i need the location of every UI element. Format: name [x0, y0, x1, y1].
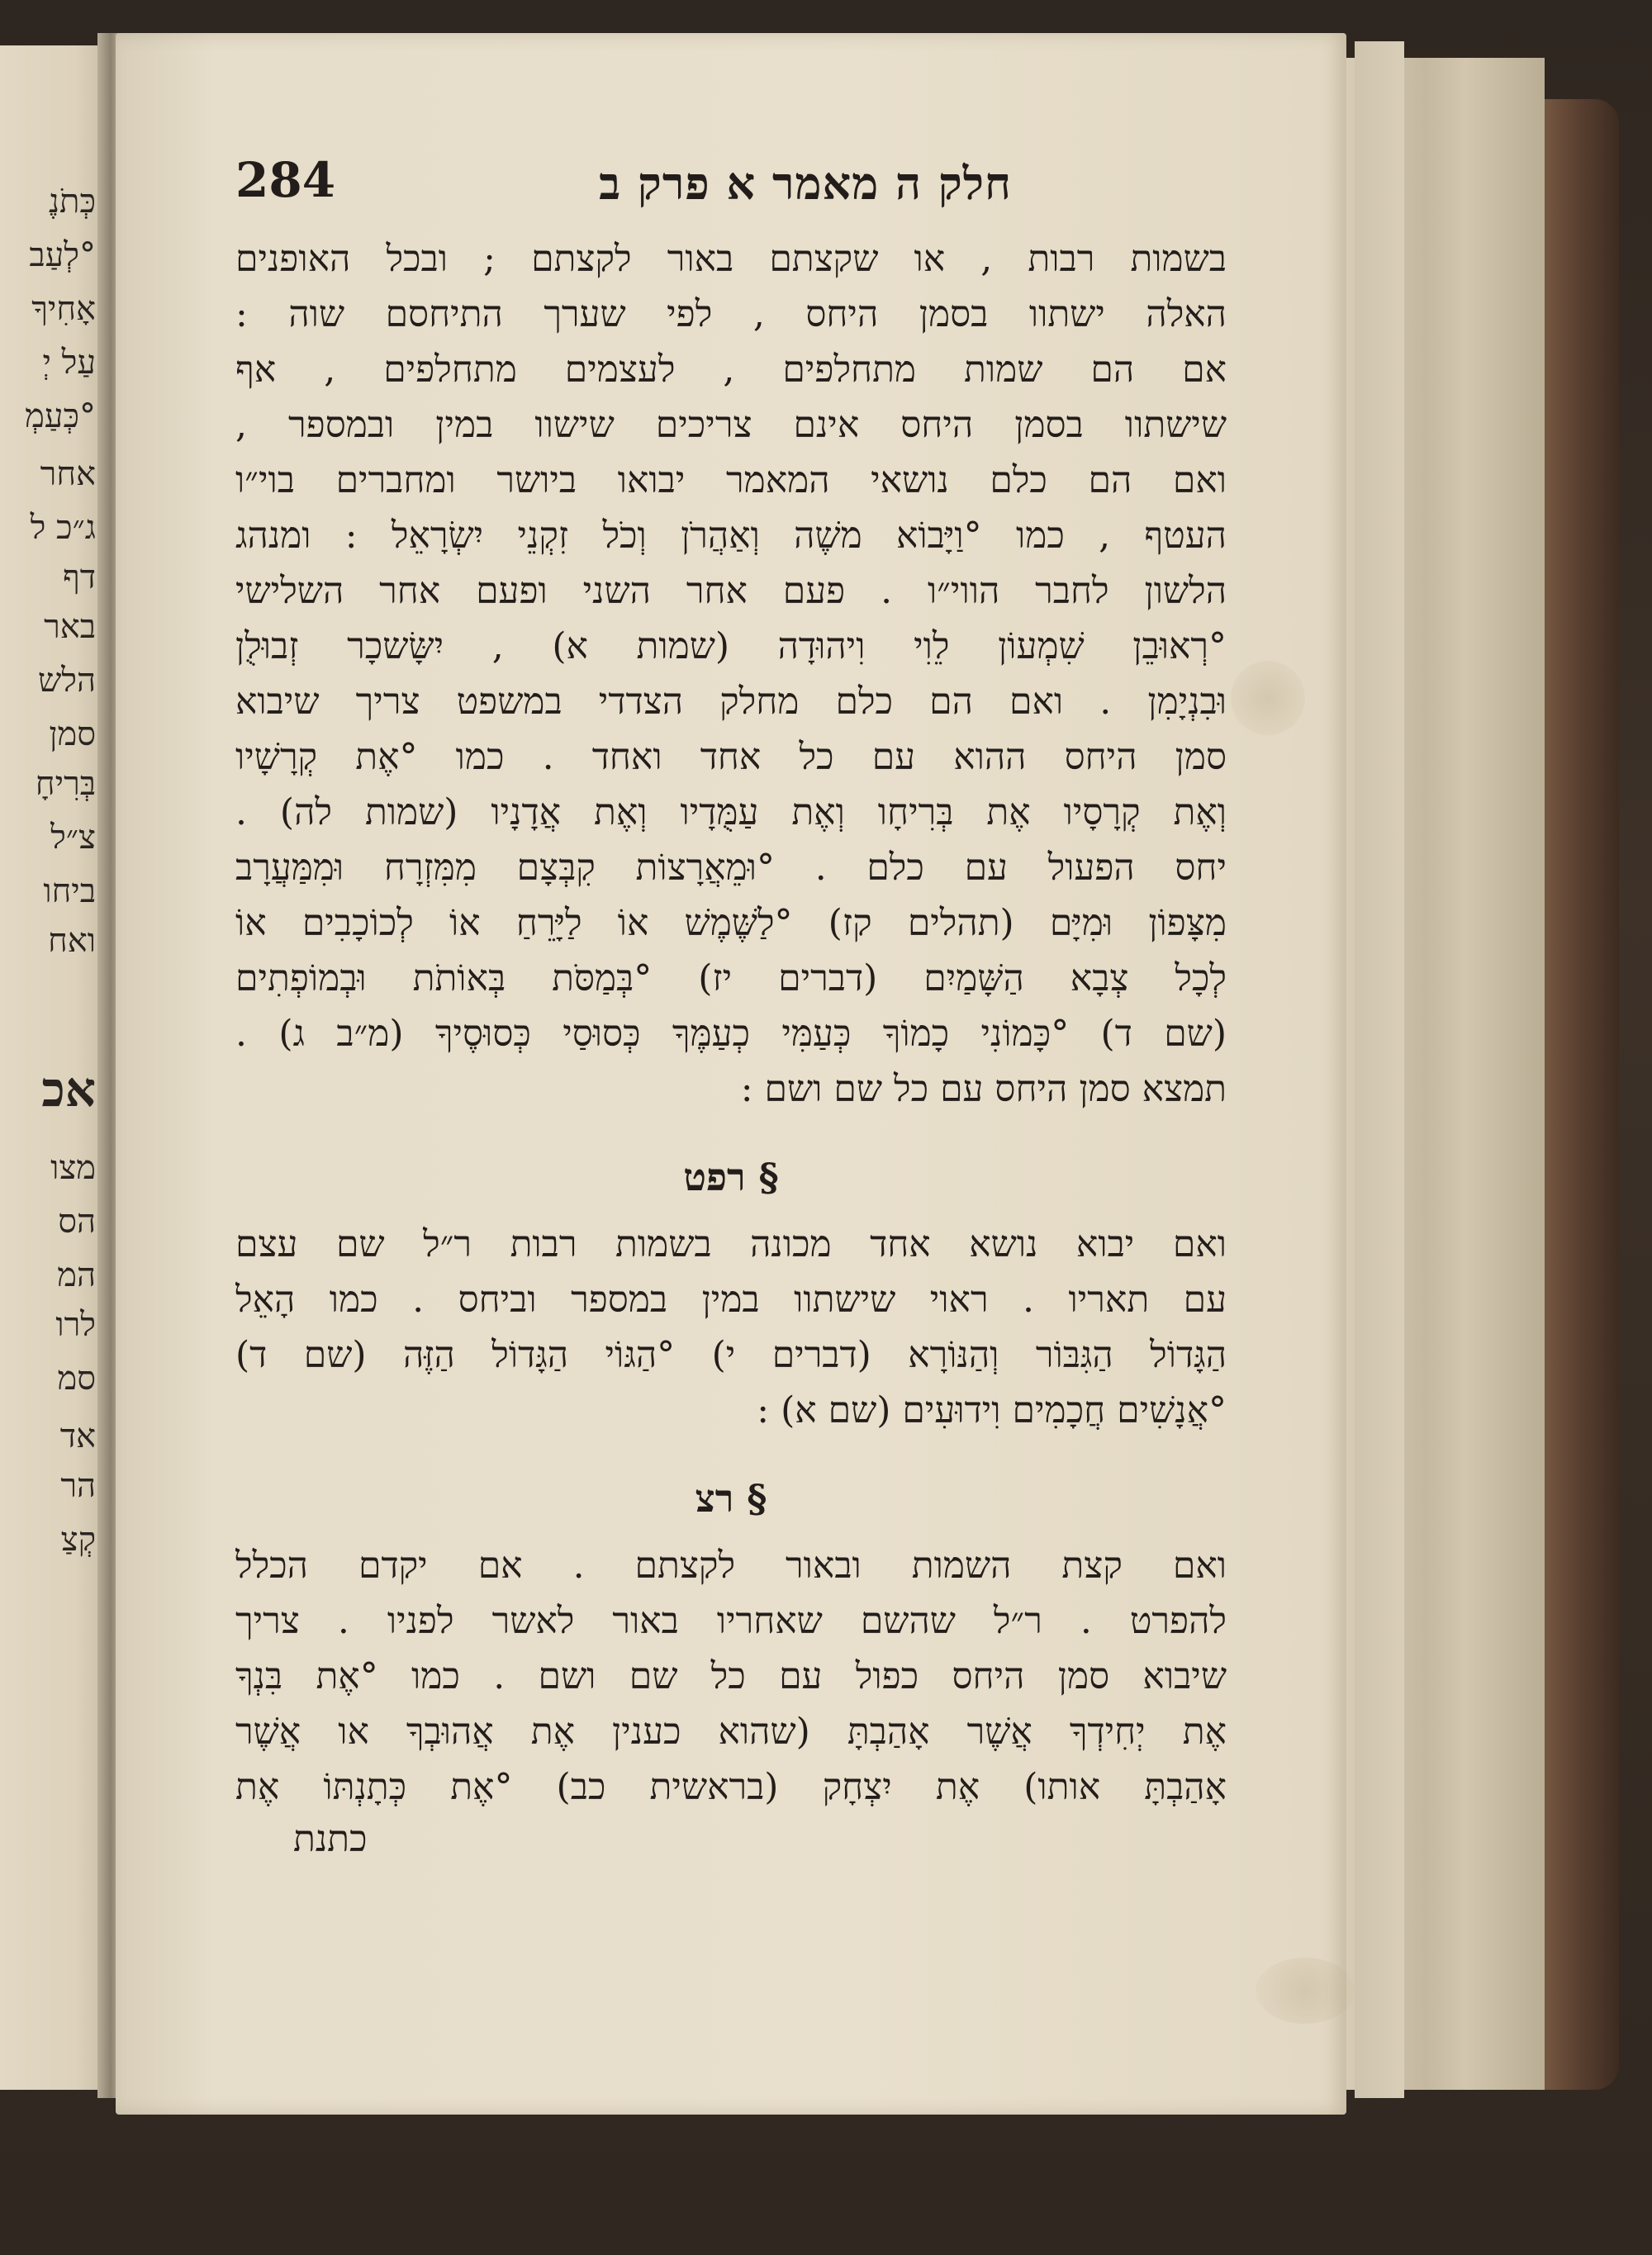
catchword: כתנת	[293, 1818, 368, 1860]
facing-page	[0, 45, 109, 2090]
text-line: האלה ישתוו בסמן היחס , לפי שערך התיחסם שוה :	[235, 293, 1227, 335]
facing-page-fragment: אד	[59, 1417, 96, 1455]
facing-page-fragment: °כְּעַמְ	[25, 397, 96, 435]
text-line: שישתוו בסמן היחס אינם צריכים שישוו במין ובמספר ,	[235, 404, 1227, 446]
page-number: 284	[235, 152, 336, 208]
text-line: °רְאוּבֵן שִׁמְעוֹן לֵוִי וִיהוּדָה (שמות א) , יִשָּׂשכָר זְבוּלֻן	[235, 625, 1227, 667]
facing-page-fragment: לרו	[55, 1306, 96, 1344]
facing-page-fragment: הס	[58, 1203, 96, 1241]
facing-page-fragment: צ״ל	[50, 819, 96, 857]
text-line: אֶת יְחִידְךָ אֲשֶׁר אָהַבְתָּ (שהוא כענין אֶת אֲהוּבְךָ או אֲשֶׁר	[235, 1711, 1227, 1753]
text-line: שיבוא סמן היחס כפול עם כל שם ושם . כמו °אֶת בִּנְךָ	[235, 1655, 1227, 1697]
page-edges-inner	[1355, 41, 1404, 2098]
facing-page-fragment: סמ	[57, 1360, 96, 1398]
facing-page-fragment: מצו	[50, 1149, 96, 1187]
paragraph-continuation	[235, 231, 1227, 1117]
facing-page-fragment: אחר	[40, 455, 96, 493]
facing-page-fragment: ואח	[48, 922, 96, 960]
text-line: תמצא סמן היחס עם כל שם ושם :	[740, 1068, 1227, 1110]
page-header	[235, 152, 1227, 231]
book-spine-edge	[1536, 99, 1619, 2090]
text-line: ואם יבוא נושא אחד מכונה בשמות רבות ר״ל שם עצם	[235, 1223, 1227, 1265]
text-line: לְכָל צְבָא הַשָּׁמַיִם (דברים יז) °בְּמַסֹּת בְּאוֹתֹת וּבְמוֹפְתִים	[235, 957, 1227, 999]
facing-page-fragment: המ	[57, 1256, 96, 1294]
page-text	[235, 152, 1227, 1864]
text-line: °אֲנָשִׁים חֲכָמִים וִידוּעִים (שם א) :	[757, 1389, 1227, 1431]
text-line: העטף , כמו °וַיָּבוֹא משֶׁה וְאַהֲרֹן וְכֹל זִקְנֵי יִשְׂרָאֵל : ומנהג	[235, 515, 1227, 557]
facing-page-fragment: אָחִיךָ	[31, 290, 96, 328]
text-line: הַגָּדוֹל הַגִּבּוֹר וְהַנּוֹרָא (דברים י) °הַגּוֹי הַגָּדוֹל הַזֶּה (שם ד)	[235, 1334, 1227, 1376]
facing-page-fragment: ג״כ ל	[30, 509, 96, 547]
facing-page-fragment: דף	[63, 558, 96, 596]
facing-page-fragment: הר	[60, 1467, 96, 1505]
facing-page-fragment: סמן	[49, 715, 96, 753]
text-line: ואם קצת השמות ובאור לקצתם . אם יקדם הכלל	[235, 1545, 1227, 1587]
section-290-text	[235, 1538, 1227, 1815]
text-line: אָהַבְתָּ אותו) אֶת יִצְחָק (בראשית כב) °אֶת כְּתָנְתּוֹ אֶת	[235, 1766, 1227, 1808]
section-heading-289: § רפט	[683, 1155, 779, 1199]
section-289-text	[235, 1217, 1227, 1438]
facing-page-fragment: הלש	[37, 662, 96, 700]
facing-page-fragment: באר	[44, 608, 96, 646]
facing-page-fragment: עַל יְ	[42, 344, 96, 382]
running-title: חלק ה מאמר א פרק ב	[599, 157, 1012, 210]
facing-page-fragment: אכ	[41, 1061, 96, 1118]
facing-page-fragment: °לְעַב	[29, 236, 96, 274]
text-line: מִצָּפוֹן וּמִיָּם (תהלים קז) °לַשֶּׁמֶשׁ אוֹ לַיָּרֵחַ אוֹ לְכוֹכָבִים אוֹ	[235, 902, 1227, 944]
section-heading-290: § רצ	[695, 1476, 767, 1521]
facing-page-fragment: ביחו	[43, 872, 96, 910]
text-line: (שם ד) °כָּמוֹנִי כָמוֹךָ כְּעַמִּי כְעַמֶּךָ כְּסוּסַי כְּסוּסֶיךָ (מ״ב ג) .	[235, 1013, 1227, 1055]
text-line: עם תאריו . ראוי שישתוו במין במספר וביחס . כמו הָאֵל	[235, 1279, 1227, 1321]
facing-page-fragment: קְצַ	[60, 1521, 96, 1559]
book-page	[116, 33, 1346, 2115]
text-line: אם הם שמות מתחלפים , לעצמים מתחלפים , אף	[235, 349, 1227, 391]
catchword-row	[235, 1815, 1227, 1864]
text-line: ואם הם כלם נושאי המאמר יבואו ביושר ומחברים בוי״ו	[235, 459, 1227, 501]
text-line: הלשון לחבר הווי״ו . פעם אחר השני ופעם אחר השלישי	[235, 570, 1227, 612]
text-line: יחס הפעול עם כלם . °וּמֵאֲרָצוֹת קִבְּצָם מִמִּזְרָח וּמִמַּעֲרָב	[235, 847, 1227, 889]
text-line: להפרט . ר״ל שהשם שאחריו באור לאשר לפניו . צריך	[235, 1600, 1227, 1642]
facing-page-fragment: כְּתֹנֶ	[49, 183, 96, 221]
text-line: בשמות רבות , או שקצתם באור לקצתם ; ובכל האופנים	[235, 238, 1227, 280]
text-line: סמן היחס ההוא עם כל אחד ואחד . כמו °אֶת קְרָשָׁיו	[235, 736, 1227, 778]
paper-stain	[1231, 661, 1305, 735]
text-line: וּבִנְיָמִן . ואם הם כלם מחלק הצדדי במשפט צריך שיבוא	[235, 681, 1227, 723]
paper-stain	[1256, 1958, 1355, 2024]
text-line: וְאֶת קְרָסָיו אֶת בְּרִיחָו וְאֶת עַמֻּדָיו וְאֶת אֲדָנָיו (שמות לה) .	[235, 791, 1227, 833]
facing-page-fragment: בְּרִיחָ	[35, 765, 96, 803]
